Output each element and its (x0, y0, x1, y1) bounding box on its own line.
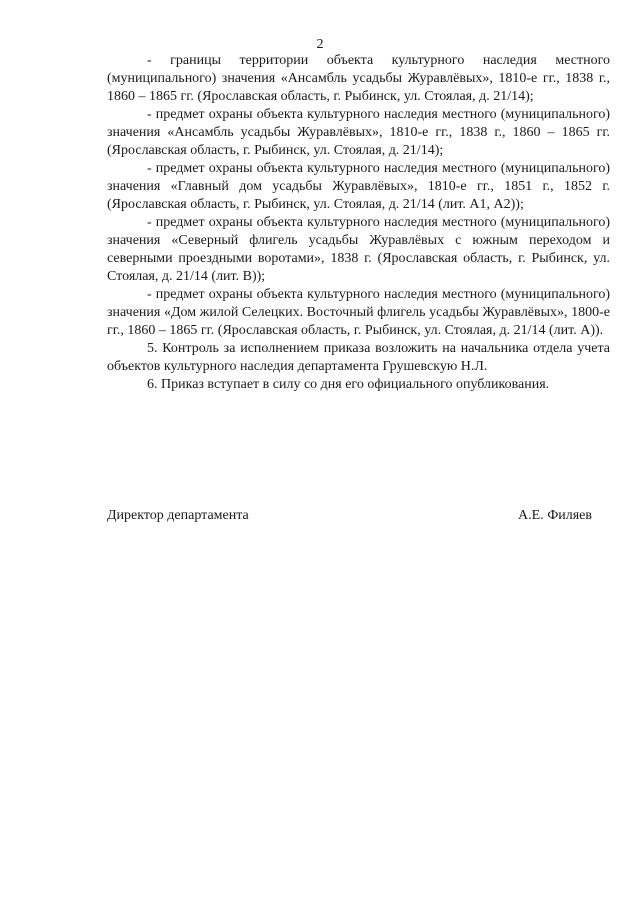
paragraph-protection-main-house: - предмет охраны объекта культурного наследия местного (муниципального) значения «Главный дом усадьбы Журавлёвых», 1810-е гг., 1851 г., 1852 г. (Ярославская область, г. Рыбинск, ул. Стоялая, д. 21/14 (лит. А1, А2)); (107, 161, 610, 212)
paragraph-protection-north-wing: - предмет охраны объекта культурного наследия местного (муниципального) значения «Северный флигель усадьбы Журавлёвых с южным переходом и северными проездными воротами», 1838 г. (Ярославская область, г. Рыбинск, ул. Стоялая, д. 21/14 (лит. В)); (107, 215, 610, 284)
page-number: 2 (316, 37, 324, 52)
paragraph-effective-date: 6. Приказ вступает в силу со дня его официального опубликования. (147, 377, 550, 392)
paragraph-control: 5. Контроль за исполнением приказа возложить на начальника отдела учета объектов культурного наследия департамента Грушевскую Н.Л. (107, 341, 610, 374)
paragraph-protection-ensemble: - предмет охраны объекта культурного наследия местного (муниципального) значения «Ансамбль усадьбы Журавлёвых», 1810-е гг., 1838 г., 1860 – 1865 гг. (Ярославская область, г. Рыбинск, ул. Стоялая, д. 21/14); (107, 107, 610, 158)
paragraph-protection-east-wing: - предмет охраны объекта культурного наследия местного (муниципального) значения «Дом жилой Селецких. Восточный флигель усадьбы Журавлёвых», 1800-е гг., 1860 – 1865 гг. (Ярославская область, г. Рыбинск, ул. Стоялая, д. 21/14 (лит. А)). (107, 287, 610, 338)
signatory-name: А.Е. Филяев (518, 508, 592, 523)
signatory-position: Директор департамента (107, 508, 249, 523)
paragraph-territory-boundaries: - границы территории объекта культурного наследия местного (муниципального) значения «Ансамбль усадьбы Журавлёвых», 1810-е гг., 1838 г., 1860 – 1865 гг. (Ярославская область, г. Рыбинск, ул. Стоялая, д. 21/14); (107, 53, 610, 104)
document-body (107, 52, 610, 394)
